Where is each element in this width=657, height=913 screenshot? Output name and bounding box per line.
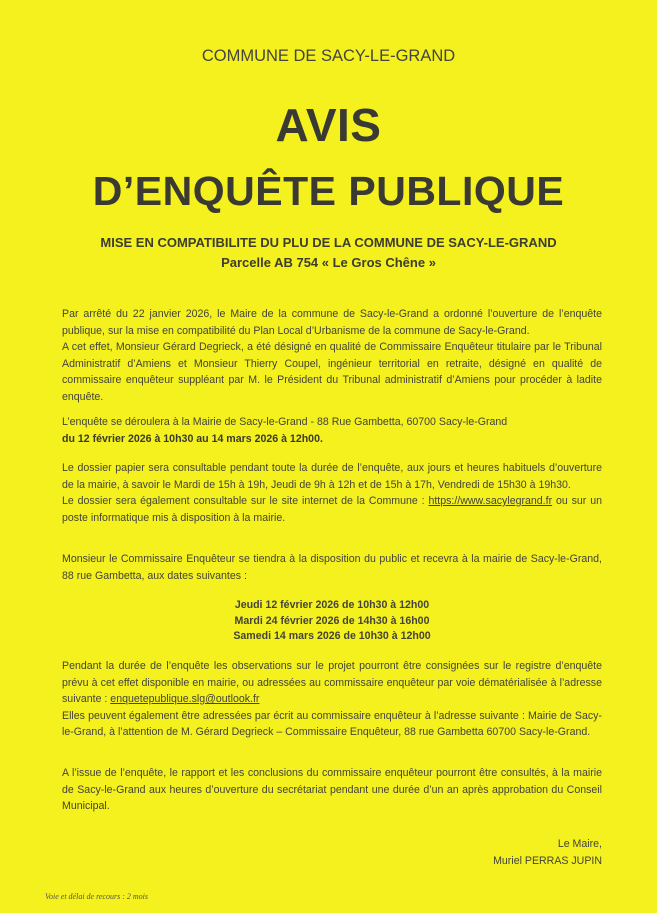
dossier-internet-outro: ou sur un poste informatique mis à disposition à la mairie. bbox=[62, 495, 602, 524]
courrier-text: Elles peuvent également être adressées par écrit au commissaire enquêteur à l’adresse suivante : Mairie de Sacy-le-Grand, à l’attention de M. Gérard Degrieck – Commissaire Enquêteur, 88 rue Gambetta 60700 Sacy-le-Grand. bbox=[62, 709, 602, 738]
permanence-date: Samedi 14 mars 2026 de 10h30 à 12h00 bbox=[233, 630, 431, 642]
subtitle-mise-en-compatibilite: MISE EN COMPATIBILITE DU PLU DE LA COMMUNE DE SACY-LE-GRAND bbox=[100, 235, 557, 250]
paragraph-conclusions: A l’issue de l’enquête, le rapport et les conclusions du commissaire enquêteur pourront être consultés, à la mairie de Sacy-le-Grand aux heures d’ouverture du secrétariat pendant une durée d’un an après approbation du Conseil Municipal. bbox=[62, 767, 602, 812]
paragraph-arrete bbox=[62, 306, 602, 405]
title-avis: AVIS bbox=[275, 99, 382, 151]
permanence-dates bbox=[62, 598, 602, 645]
commissaire-designation-text: A cet effet, Monsieur Gérard Degrieck, a été désigné en qualité de Commissaire Enquêteur titulaire par le Tribunal Administratif d’Amiens et Monsieur Thierry Coupel, ingénieur territorial en retraite, désigné en qualité de commissaire enquêteur suppléant par M. le Président du Tribunal administratif d’Amiens pour procéder à ladite enquête. bbox=[62, 341, 602, 403]
observations-intro: Pendant la durée de l’enquête les observations sur le projet pourront être consignées sur le registre d’enquête prévu à cet effet disponible en mairie, ou adressées au commissaire enquêteur par voie dématérialisée à l’adresse suivante : bbox=[62, 660, 602, 705]
arrete-text: Par arrêté du 22 janvier 2026, le Maire de la commune de Sacy-le-Grand a ordonné l’ouverture de l’enquête publique, sur la mise en compatibilité du Plan Local d’Urbanisme de la commune de Sacy-le-Grand. bbox=[62, 308, 602, 337]
paragraph-dossier bbox=[62, 460, 602, 526]
paragraph-observations bbox=[62, 658, 602, 741]
dossier-papier-text: Le dossier papier sera consultable pendant toute la durée de l’enquête, aux jours et heures habituels d’ouverture de la mairie, à savoir le Mardi de 15h à 19h, Jeudi de 9h à 12h et de 15h à 17h, Vendredi de 15h30 à 19h30. bbox=[62, 462, 602, 491]
observations-text bbox=[62, 658, 602, 708]
email-link[interactable]: enquetepublique.slg@outlook.fr bbox=[110, 693, 260, 705]
signature-title: Le Maire, bbox=[557, 838, 602, 850]
signature-name: Muriel PERRAS JUPIN bbox=[493, 854, 602, 867]
dossier-internet-intro: Le dossier sera également consultable sur le site internet de la Commune : bbox=[62, 495, 429, 507]
recours-footer: Voie et délai de recours : 2 mois bbox=[45, 892, 149, 901]
paragraph-permanences: Monsieur le Commissaire Enquêteur se tiendra à la disposition du public et recevra à la mairie de Sacy-le-Grand, 88 rue Gambetta, aux dates suivantes : bbox=[62, 553, 602, 582]
dossier-internet-text bbox=[62, 493, 602, 526]
website-link[interactable]: https://www.sacylegrand.fr bbox=[428, 495, 553, 507]
signature-block bbox=[493, 836, 602, 869]
subtitle-parcelle: Parcelle AB 754 « Le Gros Chêne » bbox=[221, 255, 436, 270]
periode-text: du 12 février 2026 à 10h30 au 14 mars 2026 à 12h00. bbox=[62, 432, 323, 445]
paragraph-lieu-dates bbox=[62, 414, 602, 447]
commune-header: COMMUNE DE SACY-LE-GRAND bbox=[201, 47, 456, 65]
permanence-date: Mardi 24 février 2026 de 14h30 à 16h00 bbox=[234, 614, 430, 627]
title-enquete-publique: D’ENQUÊTE PUBLIQUE bbox=[92, 168, 565, 214]
permanence-date: Jeudi 12 février 2026 de 10h30 à 12h00 bbox=[234, 599, 430, 611]
lieu-text: L’enquête se déroulera à la Mairie de Sacy-le-Grand - 88 Rue Gambetta, 60700 Sacy-le-Grand bbox=[62, 416, 508, 428]
